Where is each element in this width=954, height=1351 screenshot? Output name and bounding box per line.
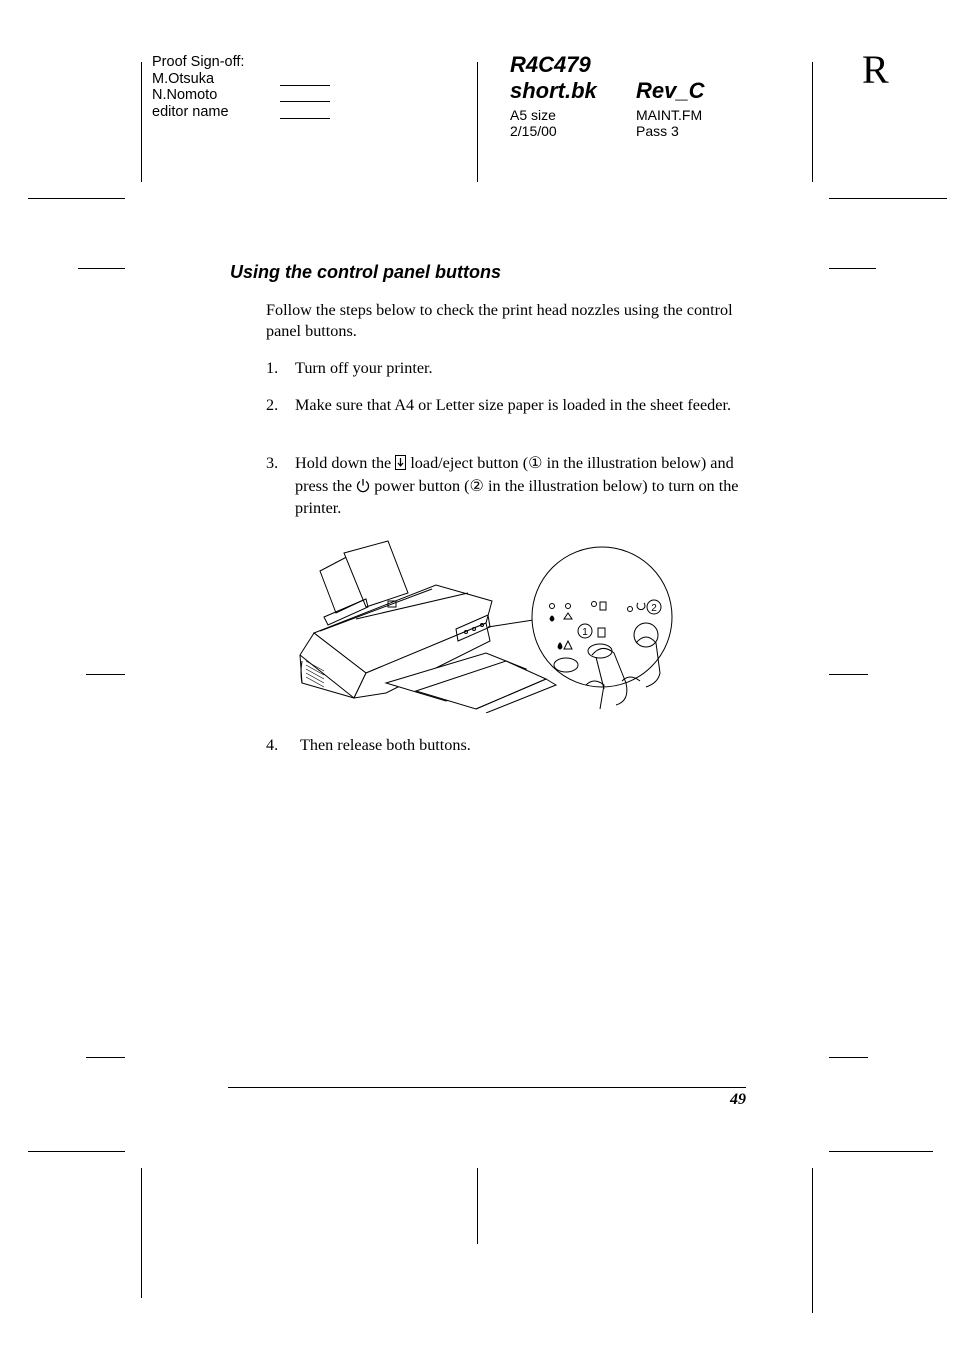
printer-illustration [296, 533, 676, 718]
side-letter: R [862, 47, 889, 92]
crop-mark [141, 62, 142, 182]
power-icon [356, 478, 370, 499]
crop-mark [28, 198, 125, 199]
header-file: MAINT.FM [636, 107, 703, 123]
step-4 [266, 735, 748, 756]
header-size: A5 size [510, 107, 556, 123]
crop-mark [829, 1057, 868, 1058]
crop-mark [86, 1057, 125, 1058]
intro-paragraph: Follow the steps below to check the print head nozzles using the control panel buttons. [266, 301, 733, 340]
step-text-part: load/eject button (① in the illustration below) and press the [295, 454, 734, 495]
step-text-part: power button (② in the illustration below) to turn on the printer. [295, 476, 739, 517]
crop-mark [477, 62, 478, 182]
step-number: 1. [266, 359, 279, 377]
crop-mark [829, 1151, 933, 1152]
signature-line [280, 85, 330, 86]
step-3 [266, 453, 748, 519]
header-date: 2/15/00 [510, 123, 557, 139]
proof-signoff [152, 54, 244, 121]
crop-mark [812, 1168, 813, 1313]
page-number: 49 [730, 1091, 746, 1108]
footer-rule [228, 1087, 746, 1088]
crop-mark [829, 674, 868, 675]
callout-1-label: 1 [582, 627, 588, 638]
header-code: R4C479 [510, 52, 591, 77]
callout-2-label: 2 [651, 603, 657, 614]
proof-title: Proof Sign-off: [152, 54, 245, 70]
crop-mark [141, 1168, 142, 1298]
crop-mark [477, 1168, 478, 1244]
step-number: 2. [266, 396, 279, 414]
proof-name: N.Nomoto [152, 87, 218, 104]
crop-mark [78, 268, 125, 269]
signature-line [280, 101, 330, 102]
proof-name: M.Otsuka [152, 70, 215, 87]
step-number: 4. [266, 736, 279, 754]
crop-mark [829, 268, 876, 269]
step-text: Make sure that A4 or Letter size paper is loaded in the sheet feeder. [295, 396, 731, 414]
header-rev: Rev_C [636, 78, 705, 103]
signature-line [280, 118, 330, 119]
step-text: Turn off your printer. [295, 359, 433, 377]
header-book: short.bk [510, 78, 597, 103]
step-text: Then release both buttons. [300, 736, 471, 754]
step-2 [266, 395, 748, 416]
section-heading: Using the control panel buttons [230, 262, 501, 282]
printer-drawing [296, 533, 676, 713]
crop-mark [829, 198, 947, 199]
crop-mark [812, 62, 813, 182]
step-number: 3. [266, 454, 279, 472]
proof-name: editor name [152, 104, 229, 121]
step-1 [266, 358, 748, 379]
crop-mark [28, 1151, 125, 1152]
header-pass: Pass 3 [636, 123, 679, 139]
step-text [295, 453, 748, 519]
step-text-part: Hold down the [295, 454, 396, 472]
crop-mark [86, 674, 125, 675]
load-eject-icon [395, 455, 406, 476]
